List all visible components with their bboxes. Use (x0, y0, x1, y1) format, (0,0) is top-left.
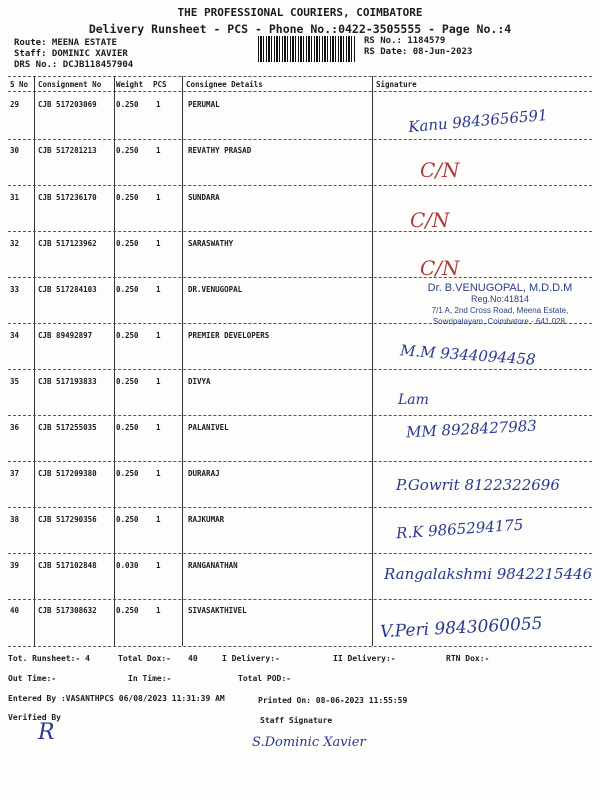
row-consignment: CJB 517193833 (38, 377, 97, 386)
row-separator (8, 507, 592, 508)
staff-handwritten-signature: S.Dominic Xavier (252, 735, 366, 750)
row-separator (8, 369, 592, 370)
col-rule (372, 76, 373, 646)
row-separator (8, 553, 592, 554)
row-sno: 35 (10, 377, 20, 386)
row-weight: 0.250 (116, 239, 139, 248)
doctor-stamp (408, 283, 592, 327)
header-bottom-rule (8, 91, 592, 92)
signature-36: MM 8928427983 (405, 416, 538, 442)
ii-delivery: II Delivery:- (333, 654, 396, 663)
row-pcs: 1 (156, 469, 161, 478)
row-sno: 30 (10, 146, 20, 155)
col-sno: S No (10, 80, 29, 89)
row-consignee: DURARAJ (188, 469, 220, 478)
col-weight: Weight (116, 80, 144, 89)
stamp-address: 7/1 A, 2nd Cross Road, Meena Estate, (431, 306, 569, 315)
row-consignee: SUNDARA (188, 193, 220, 202)
row-weight: 0.250 (116, 146, 139, 155)
row-weight: 0.250 (116, 100, 139, 109)
col-pcs: PCS (153, 80, 167, 89)
row-consignee: PALANIVEL (188, 423, 229, 432)
col-consignment: Consignment No (38, 80, 102, 89)
route-label: Route: MEENA ESTATE (14, 38, 117, 48)
row-pcs: 1 (156, 239, 161, 248)
signature-32: C/N (420, 256, 460, 280)
row-weight: 0.250 (116, 285, 139, 294)
entered-by: Entered By :VASANTHPCS 06/08/2023 11:31:39 AM (8, 694, 225, 703)
signature-35: Lam (398, 392, 429, 408)
row-weight: 0.250 (116, 377, 139, 386)
row-consignee: PERUMAL (188, 100, 220, 109)
i-delivery: I Delivery:- (222, 654, 280, 663)
row-pcs: 1 (156, 606, 161, 615)
row-sno: 29 (10, 100, 20, 109)
row-consignee: RANGANATHAN (188, 561, 238, 570)
staff-signature-label: Staff Signature (260, 716, 333, 725)
row-sno: 40 (10, 606, 20, 615)
row-consignee: SIVASAKTHIVEL (188, 606, 247, 615)
row-consignment: CJB 517255035 (38, 423, 97, 432)
row-weight: 0.250 (116, 423, 139, 432)
staff-label: Staff: DOMINIC XAVIER (14, 49, 128, 59)
row-separator (8, 277, 592, 278)
row-pcs: 1 (156, 193, 161, 202)
row-consignee: DIVYA (188, 377, 211, 386)
row-pcs: 1 (156, 100, 161, 109)
row-weight: 0.250 (116, 515, 139, 524)
signature-34: M.M 9344094458 (399, 341, 537, 369)
row-sno: 37 (10, 469, 20, 478)
verified-by: Verified By (8, 713, 61, 722)
row-pcs: 1 (156, 423, 161, 432)
stamp-reg: Reg.No:41814 (470, 294, 530, 304)
row-weight: 0.250 (116, 193, 139, 202)
row-consignee: PREMIER DEVELOPERS (188, 331, 270, 340)
row-separator (8, 139, 592, 140)
row-sno: 32 (10, 239, 20, 248)
row-sno: 36 (10, 423, 20, 432)
rtn-dox: RTN Dox:- (446, 654, 490, 663)
row-pcs: 1 (156, 331, 161, 340)
verifier-signature: R (38, 720, 55, 745)
row-pcs: 1 (156, 285, 161, 294)
col-consignee: Consignee Details (186, 80, 263, 89)
runsheet-subtitle: Delivery Runsheet - PCS - Phone No.:0422-3505555 - Page No.:4 (88, 22, 512, 36)
row-consignment: CJB 517281213 (38, 146, 97, 155)
row-consignee: DR.VENUGOPAL (188, 285, 243, 294)
row-separator (8, 185, 592, 186)
total-dox-value: 40 (188, 654, 198, 663)
signature-31: C/N (410, 208, 450, 232)
row-pcs: 1 (156, 515, 161, 524)
out-time: Out Time:- (8, 674, 57, 683)
row-consignment: CJB 89492897 (38, 331, 93, 340)
stamp-name: Dr. B.VENUGOPAL, M.D.D.M (427, 282, 573, 294)
row-weight: 0.250 (116, 331, 139, 340)
row-sno: 39 (10, 561, 20, 570)
row-consignment: CJB 517284103 (38, 285, 97, 294)
total-dox-label: Total Dox:- (118, 654, 171, 663)
signature-39: Rangalakshmi 9842215446 (384, 565, 593, 583)
row-consignment: CJB 517236170 (38, 193, 97, 202)
row-separator (8, 461, 592, 462)
col-rule (182, 76, 183, 646)
drs-number: DRS No.: DCJB118457904 (14, 60, 134, 70)
company-title: THE PROFESSIONAL COURIERS, COIMBATORE (177, 6, 423, 19)
row-consignee: RAJKUMAR (188, 515, 225, 524)
col-rule (34, 76, 35, 646)
row-consignment: CJB 517308632 (38, 606, 97, 615)
signature-40: V.Peri 9843060055 (379, 613, 543, 643)
row-consignment: CJB 517203069 (38, 100, 97, 109)
row-sno: 38 (10, 515, 20, 524)
signature-37: P.Gowrit 8122322696 (396, 476, 560, 494)
signature-38: R.K 9865294175 (395, 515, 524, 543)
row-consignment: CJB 517290356 (38, 515, 97, 524)
col-signature: Signature (376, 80, 417, 89)
barcode (258, 36, 356, 62)
row-sno: 34 (10, 331, 20, 340)
row-consignment: CJB 517102848 (38, 561, 97, 570)
row-separator (8, 646, 592, 647)
row-sno: 31 (10, 193, 20, 202)
row-weight: 0.030 (116, 561, 139, 570)
row-weight: 0.250 (116, 606, 139, 615)
row-consignment: CJB 517123962 (38, 239, 97, 248)
row-pcs: 1 (156, 146, 161, 155)
signature-29: Kanu 9843656591 (407, 105, 549, 137)
total-pod: Total POD:- (238, 674, 291, 683)
row-separator (8, 599, 592, 600)
row-consignee: REVATHY PRASAD (188, 146, 252, 155)
row-weight: 0.250 (116, 469, 139, 478)
row-consignment: CJB 517209380 (38, 469, 97, 478)
row-pcs: 1 (156, 377, 161, 386)
total-runsheet: Tot. Runsheet:- 4 (8, 654, 90, 663)
col-rule (114, 76, 115, 646)
rs-number: RS No.: 1184579 (364, 36, 446, 46)
row-pcs: 1 (156, 561, 161, 570)
in-time: In Time:- (128, 674, 172, 683)
signature-30: C/N (420, 158, 460, 182)
row-separator (8, 415, 592, 416)
header-top-rule (8, 76, 592, 77)
printed-on: Printed On: 08-06-2023 11:55:59 (258, 696, 408, 705)
row-consignee: SARASWATHY (188, 239, 234, 248)
stamp-city: Sowripalayam, Coimbatore - 641 028. (432, 317, 568, 326)
row-separator (8, 231, 592, 232)
rs-date: RS Date: 08-Jun-2023 (364, 47, 473, 57)
row-sno: 33 (10, 285, 20, 294)
